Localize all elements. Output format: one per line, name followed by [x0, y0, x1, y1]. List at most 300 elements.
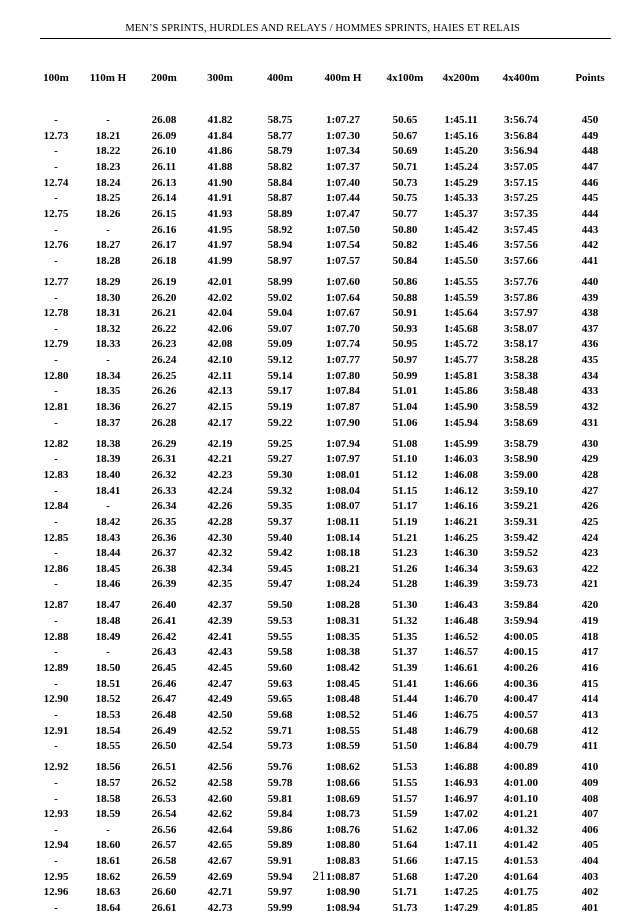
table-cell-points: 423	[581, 547, 599, 560]
table-cell-400m-h: 1:07.47	[326, 207, 360, 220]
table-cell-4x200m: 1:47.29	[444, 902, 478, 914]
table-cell-110m-h: 18.29	[95, 275, 121, 288]
table-cell-110m-h: 18.43	[95, 531, 121, 544]
table-cell-points: 402	[581, 886, 599, 899]
header-rule	[40, 38, 611, 39]
table-cell-4x200m: 1:45.86	[444, 385, 478, 398]
table-cell-400m-h: 1:07.37	[326, 161, 360, 173]
table-cell-400m-h: 1:08.66	[326, 776, 360, 789]
table-cell-300m: 42.67	[207, 855, 233, 868]
table-row	[0, 369, 638, 384]
table-cell-400m-h: 1:08.83	[326, 855, 360, 868]
table-cell-points: 401	[581, 902, 599, 914]
table-cell-4x100m: 50.69	[392, 145, 418, 158]
table-row	[0, 160, 638, 175]
table-cell-points: 444	[581, 207, 599, 220]
table-cell-4x100m: 50.99	[392, 369, 418, 382]
table-cell-4x200m: 1:45.11	[444, 114, 478, 126]
table-cell-100m: 12.85	[43, 531, 69, 544]
table-cell-4x100m: 51.26	[392, 562, 418, 575]
table-cell-110m-h: 18.62	[95, 870, 121, 883]
table-cell-4x400m: 3:58.28	[504, 354, 538, 366]
table-cell-100m: 12.84	[43, 500, 69, 513]
table-cell-300m: 42.69	[207, 870, 233, 883]
table-cell-200m: 26.13	[151, 176, 177, 189]
table-cell-400m-h: 1:08.07	[326, 500, 360, 513]
table-row	[0, 901, 638, 916]
table-cell-4x200m: 1:45.64	[444, 307, 478, 320]
table-cell-400m: 59.65	[267, 693, 293, 706]
table-cell-200m: 26.08	[151, 114, 177, 126]
table-cell-400m: 59.09	[267, 338, 293, 351]
table-cell-400m: 58.89	[267, 207, 293, 220]
table-cell-300m: 42.06	[207, 322, 233, 335]
table-cell-points: 403	[581, 870, 599, 883]
table-cell-4x200m: 1:45.81	[444, 369, 478, 382]
table-cell-300m: 42.11	[207, 369, 233, 382]
table-cell-300m: 42.47	[207, 677, 233, 690]
table-cell-300m: 41.82	[207, 114, 233, 126]
table-cell-400m-h: 1:08.31	[326, 615, 360, 627]
table-row	[0, 113, 638, 128]
table-cell-4x400m: 4:01.32	[504, 823, 538, 836]
table-cell-200m: 26.10	[151, 145, 177, 158]
table-cell-300m: 42.49	[207, 693, 233, 706]
table-cell-100m: -	[54, 385, 58, 398]
table-row	[0, 484, 638, 499]
table-cell-300m: 42.01	[207, 275, 233, 288]
table-cell-400m-h: 1:07.50	[326, 223, 360, 236]
table-cell-300m: 42.60	[207, 792, 233, 805]
table-cell-110m-h: 18.25	[95, 192, 121, 205]
table-cell-4x100m: 51.64	[392, 839, 418, 852]
table-cell-100m: -	[54, 823, 58, 836]
table-cell-4x100m: 51.17	[392, 500, 418, 513]
table-cell-4x100m: 51.71	[392, 886, 418, 899]
table-cell-300m: 42.62	[207, 808, 233, 821]
table-row	[0, 854, 638, 869]
table-cell-400m-h: 1:08.18	[326, 547, 360, 560]
table-cell-300m: 42.45	[207, 662, 233, 674]
table-cell-points: 410	[581, 761, 599, 774]
table-cell-4x100m: 51.04	[392, 401, 418, 413]
table-cell-200m: 26.23	[151, 338, 177, 351]
table-cell-4x100m: 51.01	[392, 385, 418, 398]
table-cell-4x400m: 3:57.35	[504, 207, 538, 220]
table-cell-400m: 58.79	[267, 145, 293, 158]
table-cell-4x200m: 1:46.57	[444, 646, 478, 659]
table-cell-300m: 42.34	[207, 562, 233, 575]
table-cell-4x400m: 4:00.05	[504, 630, 538, 643]
table-cell-200m: 26.29	[151, 437, 177, 450]
table-cell-4x100m: 50.88	[392, 291, 418, 304]
table-cell-300m: 41.88	[207, 161, 233, 173]
table-cell-4x400m: 3:58.79	[504, 437, 538, 450]
running-header: MEN’S SPRINTS, HURDLES AND RELAYS / HOMMES SPRINTS, HAIES ET RELAIS	[125, 23, 520, 34]
table-cell-100m: 12.75	[43, 207, 69, 220]
table-cell-4x100m: 51.48	[392, 724, 418, 737]
table-cell-200m: 26.24	[151, 354, 177, 366]
table-cell-100m: -	[54, 254, 58, 267]
table-cell-4x400m: 4:00.36	[504, 677, 538, 690]
table-cell-100m: 12.89	[43, 662, 69, 674]
table-cell-4x400m: 3:57.25	[504, 192, 538, 205]
table-cell-300m: 42.08	[207, 338, 233, 351]
table-cell-4x100m: 50.75	[392, 192, 418, 205]
table-cell-points: 438	[581, 307, 599, 320]
table-cell-300m: 41.91	[207, 192, 233, 205]
table-row	[0, 792, 638, 807]
table-row	[0, 598, 638, 613]
table-cell-4x400m: 3:57.76	[504, 275, 538, 288]
column-header-100m: 100m	[43, 72, 69, 84]
table-cell-4x200m: 1:46.70	[444, 693, 478, 706]
table-cell-points: 424	[581, 531, 599, 544]
table-cell-400m: 59.37	[267, 515, 293, 528]
table-cell-4x200m: 1:46.30	[444, 547, 478, 560]
table-cell-400m: 58.82	[267, 161, 293, 173]
table-cell-points: 406	[581, 823, 599, 836]
table-cell-110m-h: 18.39	[95, 453, 121, 466]
table-cell-points: 417	[581, 646, 599, 659]
table-cell-100m: 12.86	[43, 562, 69, 575]
table-cell-4x400m: 4:01.10	[504, 792, 538, 805]
table-cell-400m-h: 1:07.57	[326, 254, 360, 267]
table-cell-4x200m: 1:46.79	[444, 724, 478, 737]
table-cell-100m: -	[54, 145, 58, 158]
table-cell-4x400m: 3:57.45	[504, 223, 538, 236]
table-cell-400m-h: 1:08.24	[326, 578, 360, 591]
table-cell-4x100m: 51.15	[392, 484, 418, 497]
table-cell-4x200m: 1:45.46	[444, 239, 478, 252]
table-cell-400m-h: 1:08.11	[326, 515, 360, 528]
column-header-row	[0, 71, 638, 86]
table-cell-400m: 59.58	[267, 646, 293, 659]
table-cell-110m-h: 18.64	[95, 902, 121, 914]
table-cell-4x100m: 51.12	[392, 468, 418, 481]
table-cell-4x100m: 51.39	[392, 662, 418, 674]
table-cell-110m-h: 18.61	[95, 855, 121, 868]
table-cell-200m: 26.31	[151, 453, 177, 466]
table-cell-400m: 59.02	[267, 291, 293, 304]
table-cell-400m: 59.14	[267, 369, 293, 382]
column-header-4x200m: 4x200m	[442, 72, 480, 84]
table-cell-110m-h: 18.37	[95, 416, 121, 429]
table-cell-110m-h: 18.47	[95, 599, 121, 612]
table-cell-points: 429	[581, 453, 599, 466]
table-cell-4x400m: 3:56.74	[504, 114, 538, 126]
table-cell-200m: 26.45	[151, 662, 177, 674]
table-cell-400m-h: 1:08.14	[326, 531, 360, 544]
table-cell-points: 407	[581, 808, 599, 821]
table-cell-400m: 59.63	[267, 677, 293, 690]
table-cell-4x200m: 1:46.08	[444, 468, 478, 481]
table-cell-4x400m: 4:00.57	[504, 708, 538, 721]
table-cell-110m-h: 18.36	[95, 401, 121, 413]
table-cell-100m: -	[54, 902, 58, 914]
table-cell-4x100m: 51.53	[392, 761, 418, 774]
table-cell-4x100m: 50.93	[392, 322, 418, 335]
table-cell-points: 450	[581, 114, 599, 126]
table-cell-300m: 42.73	[207, 902, 233, 914]
table-row	[0, 823, 638, 838]
table-cell-400m-h: 1:08.90	[326, 886, 360, 899]
table-cell-200m: 26.19	[151, 275, 177, 288]
table-cell-400m: 59.45	[267, 562, 293, 575]
table-cell-400m-h: 1:08.76	[326, 823, 360, 836]
table-cell-4x200m: 1:45.72	[444, 338, 478, 351]
table-cell-4x200m: 1:47.25	[444, 886, 478, 899]
table-cell-points: 414	[581, 693, 599, 706]
table-cell-400m-h: 1:08.01	[326, 468, 360, 481]
table-cell-110m-h: 18.60	[95, 839, 121, 852]
table-cell-200m: 26.11	[151, 161, 177, 173]
table-cell-4x400m: 3:56.94	[504, 145, 538, 158]
table-cell-4x200m: 1:46.25	[444, 531, 478, 544]
table-cell-110m-h: 18.42	[95, 515, 121, 528]
table-cell-300m: 42.23	[207, 468, 233, 481]
table-cell-110m-h: 18.38	[95, 437, 121, 450]
table-cell-4x100m: 51.37	[392, 646, 418, 659]
table-cell-4x200m: 1:45.90	[444, 401, 478, 413]
table-cell-points: 445	[581, 192, 599, 205]
table-row	[0, 337, 638, 352]
table-cell-100m: -	[54, 484, 58, 497]
table-cell-points: 404	[581, 855, 599, 868]
table-cell-4x400m: 3:57.05	[504, 161, 538, 173]
table-row	[0, 661, 638, 676]
table-cell-200m: 26.26	[151, 385, 177, 398]
table-cell-4x200m: 1:46.61	[444, 662, 478, 674]
table-row	[0, 322, 638, 337]
table-cell-110m-h: 18.49	[95, 630, 121, 643]
table-cell-300m: 42.13	[207, 385, 233, 398]
table-cell-100m: -	[54, 322, 58, 335]
table-row	[0, 499, 638, 514]
table-cell-4x200m: 1:47.20	[444, 870, 478, 883]
table-cell-100m: -	[54, 855, 58, 868]
table-cell-400m: 59.35	[267, 500, 293, 513]
table-cell-400m-h: 1:07.27	[326, 114, 360, 126]
table-cell-4x400m: 3:59.21	[504, 500, 538, 513]
table-cell-400m: 59.55	[267, 630, 293, 643]
table-cell-300m: 41.90	[207, 176, 233, 189]
table-cell-400m-h: 1:07.67	[326, 307, 360, 320]
table-cell-4x200m: 1:46.43	[444, 599, 478, 612]
column-header-points: Points	[575, 72, 605, 84]
table-cell-300m: 42.43	[207, 646, 233, 659]
table-cell-300m: 41.95	[207, 223, 233, 236]
table-cell-4x400m: 3:59.52	[504, 547, 538, 560]
table-cell-100m: 12.95	[43, 870, 69, 883]
table-cell-4x200m: 1:46.66	[444, 677, 478, 690]
table-cell-300m: 41.99	[207, 254, 233, 267]
table-cell-300m: 42.65	[207, 839, 233, 852]
table-cell-4x400m: 3:57.66	[504, 254, 538, 267]
table-cell-100m: 12.81	[43, 401, 69, 413]
table-cell-200m: 26.43	[151, 646, 177, 659]
table-cell-points: 440	[581, 275, 599, 288]
table-cell-200m: 26.47	[151, 693, 177, 706]
table-cell-200m: 26.49	[151, 724, 177, 737]
table-cell-200m: 26.37	[151, 547, 177, 560]
table-cell-4x400m: 3:57.97	[504, 307, 538, 320]
table-cell-4x400m: 4:00.79	[504, 740, 538, 753]
table-cell-110m-h: 18.40	[95, 468, 121, 481]
table-cell-200m: 26.20	[151, 291, 177, 304]
table-cell-4x100m: 51.66	[392, 855, 418, 868]
table-cell-110m-h: 18.24	[95, 176, 121, 189]
table-cell-400m-h: 1:08.59	[326, 740, 360, 753]
table-cell-4x400m: 3:57.86	[504, 291, 538, 304]
table-cell-300m: 42.37	[207, 599, 233, 612]
table-cell-points: 426	[581, 500, 599, 513]
table-cell-4x200m: 1:45.50	[444, 254, 478, 267]
table-cell-points: 418	[581, 630, 599, 643]
table-cell-200m: 26.32	[151, 468, 177, 481]
table-cell-400m: 59.07	[267, 322, 293, 335]
table-cell-400m: 58.77	[267, 129, 293, 142]
table-cell-300m: 42.54	[207, 740, 233, 753]
table-cell-200m: 26.61	[151, 902, 177, 914]
table-cell-300m: 42.52	[207, 724, 233, 737]
table-cell-200m: 26.14	[151, 192, 177, 205]
table-cell-200m: 26.21	[151, 307, 177, 320]
table-row	[0, 353, 638, 368]
table-cell-400m-h: 1:08.48	[326, 693, 360, 706]
table-cell-4x100m: 51.62	[392, 823, 418, 836]
table-cell-110m-h: 18.57	[95, 776, 121, 789]
table-cell-100m: -	[54, 615, 58, 627]
table-cell-200m: 26.34	[151, 500, 177, 513]
table-cell-400m-h: 1:07.54	[326, 239, 360, 252]
table-cell-400m-h: 1:07.87	[326, 401, 360, 413]
table-cell-300m: 41.93	[207, 207, 233, 220]
table-cell-4x400m: 4:00.15	[504, 646, 538, 659]
table-cell-400m: 58.75	[267, 114, 293, 126]
table-cell-4x100m: 50.73	[392, 176, 418, 189]
table-cell-110m-h: 18.59	[95, 808, 121, 821]
table-cell-4x200m: 1:45.99	[444, 437, 478, 450]
table-cell-4x400m: 3:59.94	[504, 615, 538, 627]
table-row	[0, 129, 638, 144]
table-cell-4x100m: 51.21	[392, 531, 418, 544]
table-cell-4x400m: 3:59.42	[504, 531, 538, 544]
table-cell-110m-h: 18.58	[95, 792, 121, 805]
table-cell-300m: 42.28	[207, 515, 233, 528]
table-cell-300m: 41.84	[207, 129, 233, 142]
table-cell-200m: 26.53	[151, 792, 177, 805]
table-cell-100m: -	[54, 161, 58, 173]
table-cell-4x100m: 51.57	[392, 792, 418, 805]
table-cell-4x200m: 1:45.33	[444, 192, 478, 205]
table-cell-110m-h: 18.33	[95, 338, 121, 351]
table-row	[0, 400, 638, 415]
table-cell-4x400m: 3:58.17	[504, 338, 538, 351]
table-cell-4x100m: 50.97	[392, 354, 418, 366]
table-row	[0, 191, 638, 206]
table-cell-400m-h: 1:07.80	[326, 369, 360, 382]
table-cell-4x100m: 51.55	[392, 776, 418, 789]
table-cell-110m-h: -	[106, 646, 110, 659]
table-cell-400m-h: 1:08.35	[326, 630, 360, 643]
table-cell-300m: 42.56	[207, 761, 233, 774]
table-cell-4x100m: 51.41	[392, 677, 418, 690]
table-cell-300m: 42.64	[207, 823, 233, 836]
table-cell-200m: 26.22	[151, 322, 177, 335]
table-cell-400m-h: 1:07.60	[326, 275, 360, 288]
table-cell-300m: 42.04	[207, 307, 233, 320]
page-number: 21	[312, 868, 326, 883]
table-cell-4x100m: 51.06	[392, 416, 418, 429]
table-cell-300m: 42.58	[207, 776, 233, 789]
table-cell-400m-h: 1:08.21	[326, 562, 360, 575]
table-cell-points: 447	[581, 161, 599, 173]
table-cell-4x400m: 3:59.10	[504, 484, 538, 497]
table-cell-400m-h: 1:08.80	[326, 839, 360, 852]
table-cell-4x100m: 50.95	[392, 338, 418, 351]
table-cell-points: 439	[581, 291, 599, 304]
table-cell-100m: 12.87	[43, 599, 69, 612]
table-cell-400m-h: 1:07.64	[326, 291, 360, 304]
table-cell-100m: -	[54, 776, 58, 789]
table-cell-110m-h: -	[106, 223, 110, 236]
table-cell-4x100m: 51.10	[392, 453, 418, 466]
table-cell-400m: 59.99	[267, 902, 293, 914]
table-cell-4x200m: 1:46.39	[444, 578, 478, 591]
table-cell-4x400m: 3:58.07	[504, 322, 538, 335]
table-cell-100m: -	[54, 354, 58, 366]
table-cell-4x200m: 1:45.20	[444, 145, 478, 158]
table-cell-400m-h: 1:08.55	[326, 724, 360, 737]
table-cell-300m: 42.02	[207, 291, 233, 304]
table-cell-110m-h: 18.21	[95, 129, 121, 142]
table-cell-100m: 12.78	[43, 307, 69, 320]
table-cell-4x100m: 50.71	[392, 161, 418, 173]
table-cell-4x200m: 1:46.93	[444, 776, 478, 789]
table-cell-points: 434	[581, 369, 599, 382]
table-cell-4x100m: 51.44	[392, 693, 418, 706]
table-row	[0, 207, 638, 222]
table-cell-110m-h: 18.51	[95, 677, 121, 690]
table-cell-100m: -	[54, 453, 58, 466]
table-cell-400m-h: 1:07.77	[326, 354, 360, 366]
table-row	[0, 692, 638, 707]
table-row	[0, 275, 638, 290]
table-cell-points: 431	[581, 416, 599, 429]
table-cell-300m: 42.21	[207, 453, 233, 466]
table-cell-400m-h: 1:08.42	[326, 662, 360, 674]
table-cell-400m-h: 1:08.73	[326, 808, 360, 821]
table-cell-400m: 59.42	[267, 547, 293, 560]
table-cell-200m: 26.41	[151, 615, 177, 627]
table-cell-4x100m: 50.91	[392, 307, 418, 320]
table-cell-4x100m: 50.77	[392, 207, 418, 220]
table-cell-100m: 12.83	[43, 468, 69, 481]
table-cell-110m-h: -	[106, 823, 110, 836]
table-row	[0, 562, 638, 577]
table-cell-200m: 26.42	[151, 630, 177, 643]
table-cell-points: 435	[581, 354, 599, 366]
table-cell-points: 433	[581, 385, 599, 398]
table-cell-200m: 26.52	[151, 776, 177, 789]
table-cell-points: 412	[581, 724, 599, 737]
table-cell-100m: -	[54, 547, 58, 560]
table-cell-110m-h: 18.31	[95, 307, 121, 320]
table-cell-4x200m: 1:46.75	[444, 708, 478, 721]
table-cell-4x400m: 3:58.38	[504, 369, 538, 382]
table-cell-300m: 41.86	[207, 145, 233, 158]
